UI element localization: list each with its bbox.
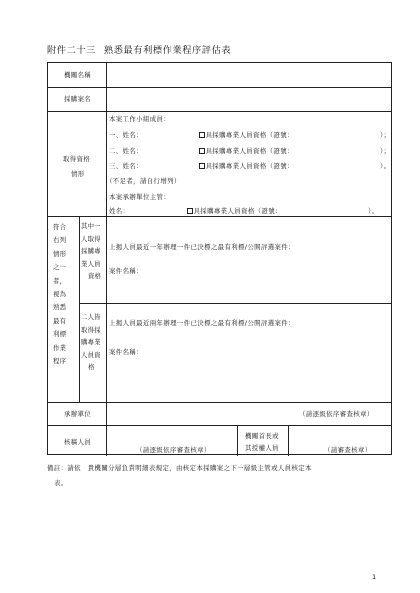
agency-head-stamp-note: （請審查核章） bbox=[324, 446, 372, 454]
row-divider bbox=[48, 111, 391, 112]
handling-unit-stamp-note: （請逐級依序審查核章） bbox=[299, 410, 374, 418]
remark-note: 備註：請依 貴機關分層負責明細表規定，由核定本採購案之下一層級主管或人員核定本 表。 bbox=[47, 464, 312, 487]
qualification-label-line2: 情形 bbox=[71, 170, 85, 178]
agency-name-label: 機關名稱 bbox=[64, 71, 92, 79]
agency-head-label: 機關首長或 bbox=[245, 432, 279, 440]
column-divider bbox=[106, 216, 107, 402]
row-divider bbox=[48, 87, 391, 88]
agency-name-field[interactable] bbox=[108, 65, 388, 85]
member-2-end: ）； bbox=[380, 147, 391, 155]
case-name-label: 採購案名 bbox=[64, 95, 92, 103]
document-title bbox=[47, 42, 231, 56]
row-divider bbox=[79, 303, 391, 304]
option-1-case-name: 案件名稱： bbox=[109, 267, 143, 275]
option-1-requirement: 上揭人員最近一年辦理一件已決標之最有利標/公開評選案件： bbox=[109, 243, 295, 251]
column-divider bbox=[106, 402, 107, 456]
agency-head-label-line2: 其授權人員 bbox=[245, 444, 279, 452]
column-divider bbox=[237, 425, 238, 456]
supervisor-name: 姓名： bbox=[109, 207, 130, 215]
annex-number: 附件二十三 bbox=[47, 45, 96, 56]
column-divider bbox=[288, 425, 289, 456]
row-divider bbox=[48, 402, 391, 403]
form-name: 熟悉最有利標作業程序評估表 bbox=[103, 45, 232, 56]
row-divider bbox=[48, 216, 391, 217]
column-divider bbox=[79, 216, 80, 402]
conditions-label: 符合 右列 情形 之一 者， 視為 熟悉 最有 利標 作業 程序 bbox=[53, 223, 67, 366]
supervisor-title: 本案承辦單位主管： bbox=[109, 193, 171, 201]
supervisor-qualification: 具採購專業人員資格（證號： bbox=[187, 208, 282, 214]
member-2-qualification: 具採購專業人員資格（證號： bbox=[199, 148, 294, 154]
member-3-end: ）。 bbox=[380, 162, 391, 170]
row-divider bbox=[48, 425, 391, 426]
member-1-name: 一、姓名： bbox=[109, 131, 143, 139]
member-3-name: 三、姓名： bbox=[109, 162, 143, 170]
reviewer-stamp-note: （請逐級依序審查核章） bbox=[136, 446, 211, 454]
member-2-checkbox[interactable] bbox=[199, 148, 205, 154]
option-2-label: 二人皆 取得採 購專業 人員資 格 bbox=[81, 313, 101, 371]
handling-unit-label: 承辦單位 bbox=[64, 410, 92, 418]
qualification-label: 取得資格 bbox=[63, 155, 91, 163]
member-3-qualification: 具採購專業人員資格（證號： bbox=[199, 163, 294, 169]
member-2-name: 二、姓名： bbox=[109, 147, 143, 155]
supervisor-end: ）。 bbox=[368, 207, 379, 215]
insufficient-note: （不足者，請自行增列） bbox=[106, 177, 181, 185]
option-1-label: 其中一 人取得 採購專 業人員 資格 bbox=[81, 222, 102, 280]
member-1-qualification: 具採購專業人員資格（證號： bbox=[199, 132, 294, 138]
member-1-end: ）； bbox=[380, 131, 391, 139]
evaluation-table bbox=[47, 62, 392, 455]
member-3-checkbox[interactable] bbox=[199, 163, 205, 169]
supervisor-checkbox[interactable] bbox=[187, 208, 193, 214]
case-name-field[interactable] bbox=[108, 89, 388, 109]
committee-title: 本案工作小組成員： bbox=[109, 115, 171, 123]
reviewer-label: 核稿人員 bbox=[64, 438, 92, 446]
page-number: 1 bbox=[372, 573, 377, 581]
option-2-case-name: 案件名稱： bbox=[109, 348, 143, 356]
member-1-checkbox[interactable] bbox=[199, 132, 205, 138]
option-2-requirement: 上揭人員最近兩年辦理一件已決標之最有利標/公開評選案件： bbox=[109, 319, 295, 327]
column-divider bbox=[106, 63, 107, 216]
